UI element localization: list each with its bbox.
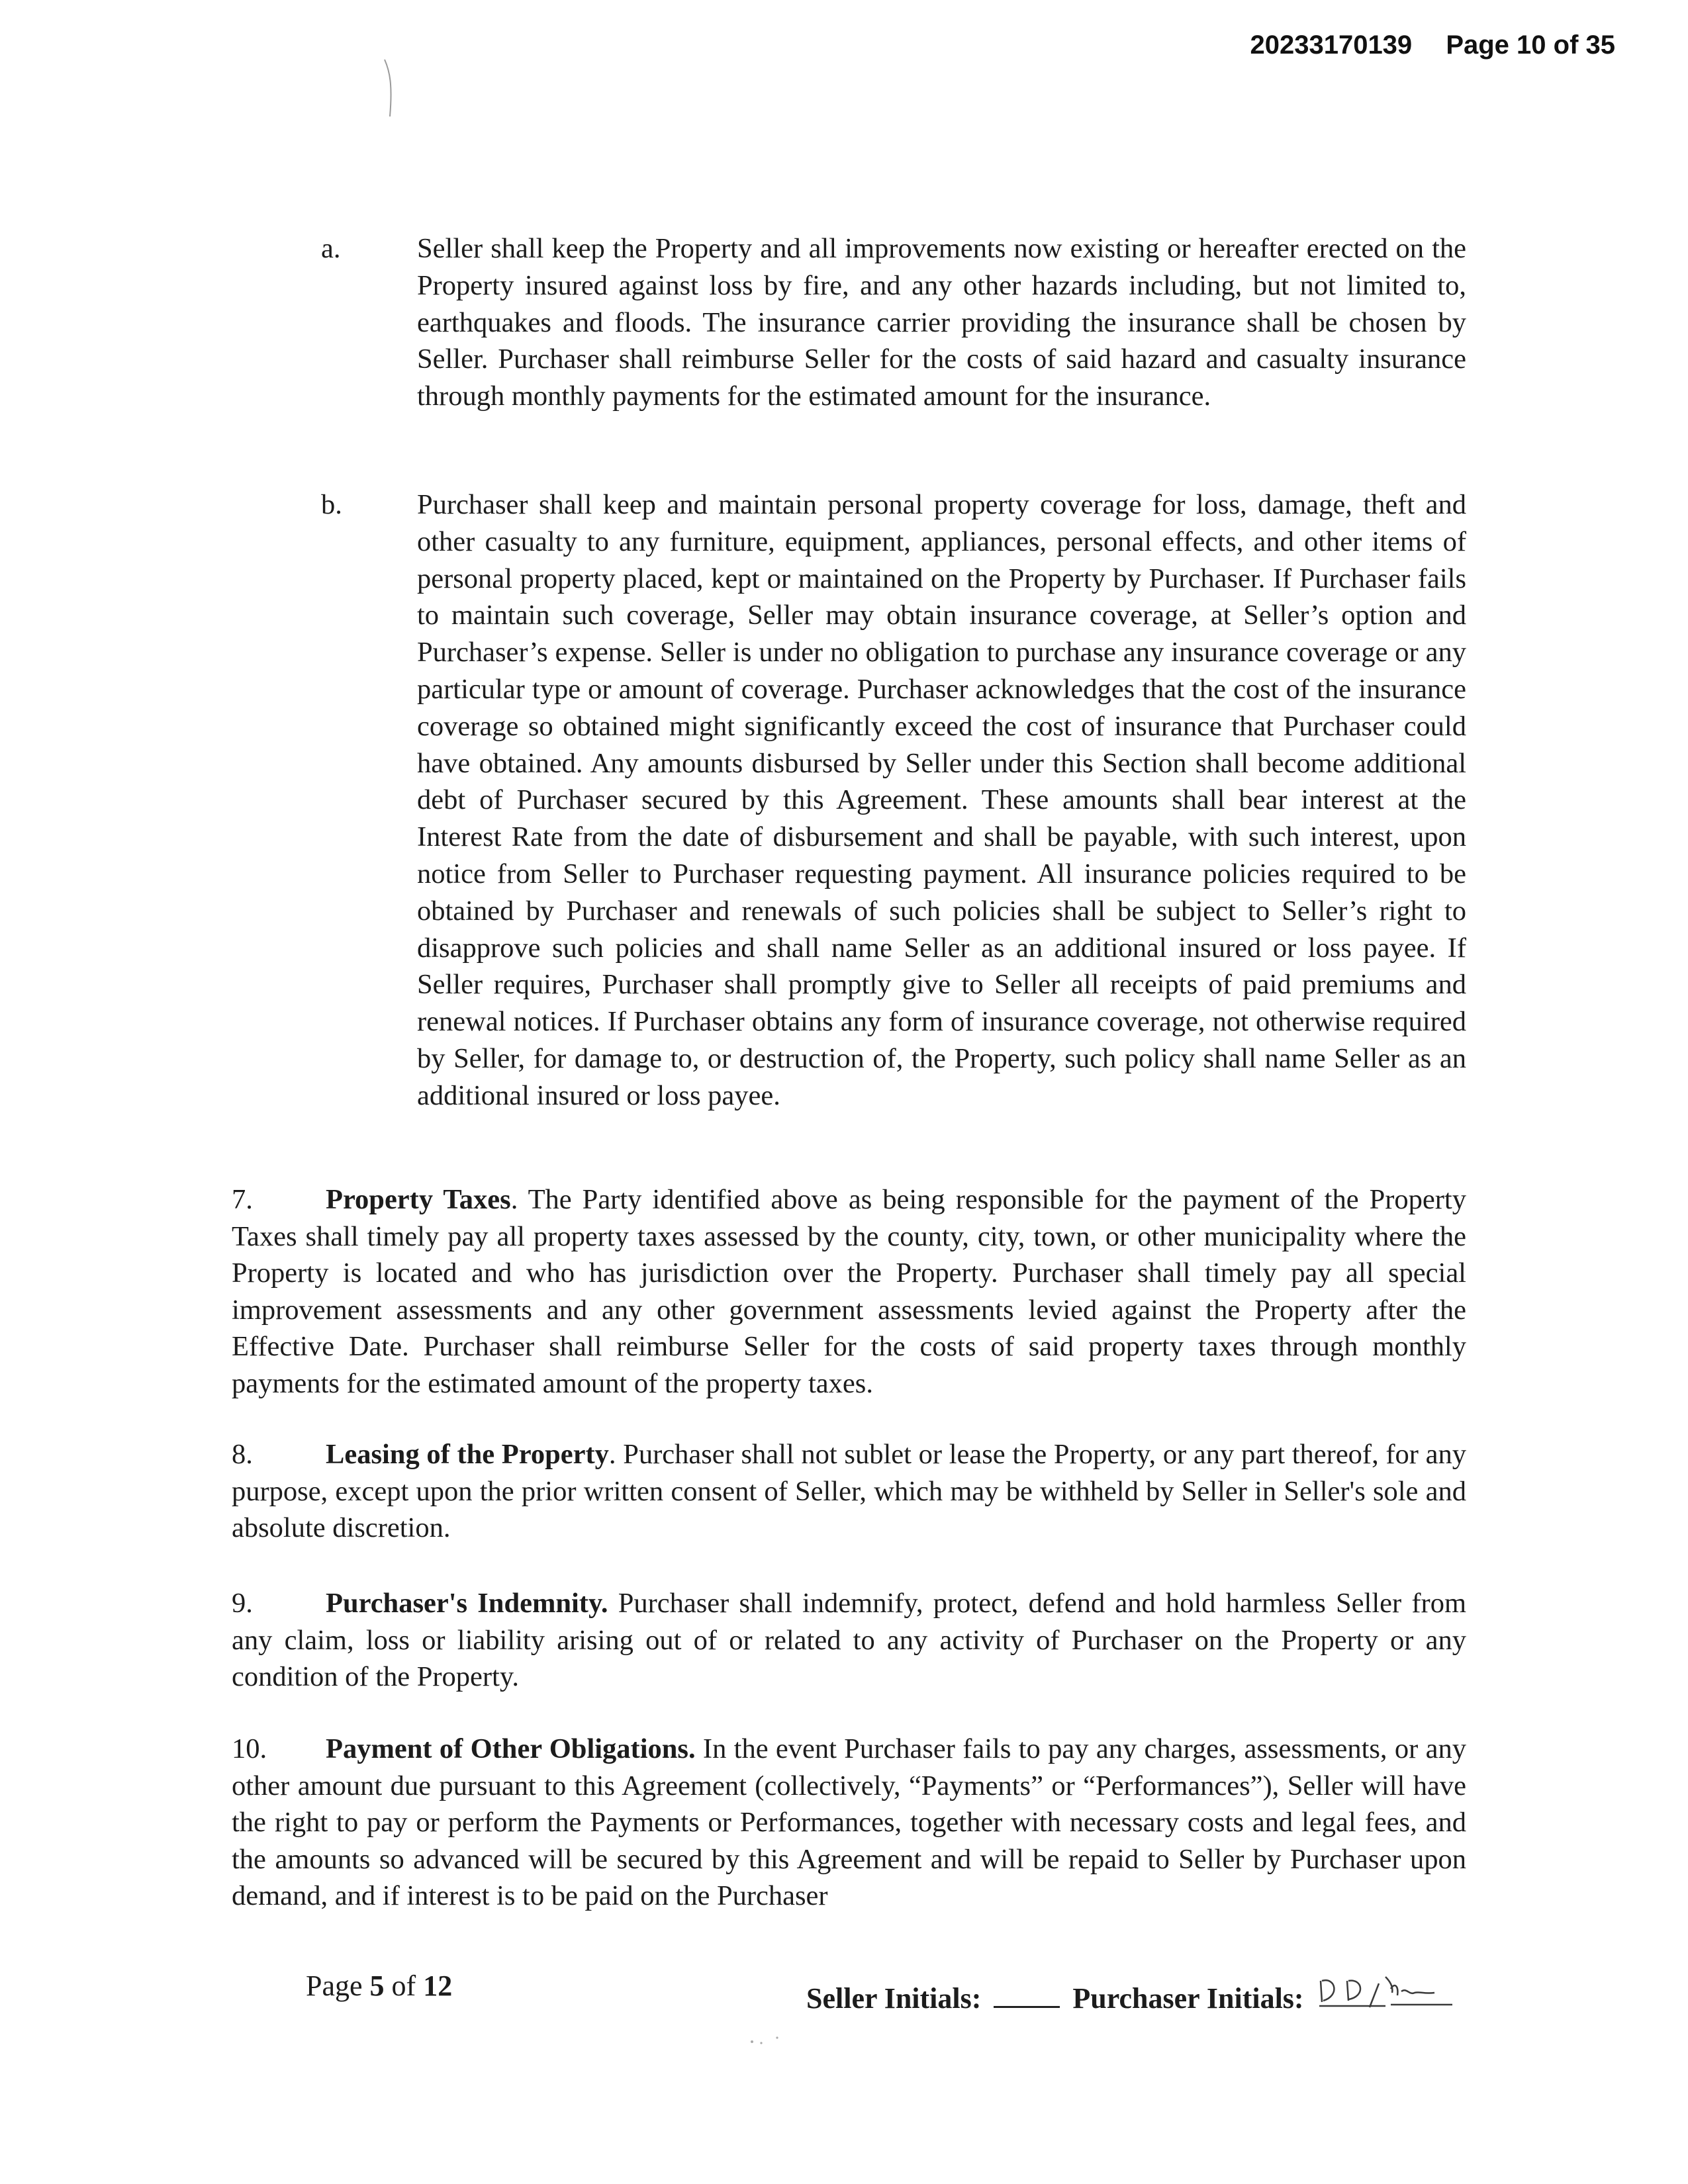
recording-stamp bbox=[1250, 30, 1615, 60]
section-7-property-taxes bbox=[232, 1181, 1466, 1402]
section-number: 10. bbox=[232, 1733, 267, 1764]
scan-mark bbox=[381, 58, 400, 118]
section-text: . Purchaser shall not sublet or lease the Property, or any part thereof, for any purpose, except upon the prior written consent of Seller, which may be withheld by Seller in Seller's sole and absolute discretion. bbox=[232, 1439, 1466, 1543]
subsection-letter: b. bbox=[321, 489, 342, 520]
section-number: 9. bbox=[232, 1588, 253, 1619]
section-text: In the event Purchaser fails to pay any charges, assessments, or any other amount due pursuant to this Agreement (collectively, “Payments” or “Performances”), Seller will have the right to pay or perform the Payments or Performances, together with necessary costs and legal fees, and the amounts so advanced will be secured by this Agreement and will be repaid to Seller by Purchaser upon demand, and if interest is to be paid on the Purchaser bbox=[232, 1733, 1466, 1911]
subsection-text: Seller shall keep the Property and all improvements now existing or hereafter erected on the Property insured against loss by fire, and any other hazards including, but not limited to, earthquakes and floods. The insurance carrier providing the insurance shall be chosen by Seller. Purchaser shall reimburse Seller for the costs of said hazard and casualty insurance through monthly payments for the estimated amount for the insurance. bbox=[417, 233, 1466, 412]
section-10-other-obligations bbox=[232, 1731, 1466, 1915]
subsection-a bbox=[321, 230, 1466, 415]
of-word: of bbox=[391, 1970, 416, 2002]
initials-block bbox=[806, 1969, 1456, 2015]
section-text: Purchaser shall indemnify, protect, defend and hold harmless Seller from any claim, loss or liability arising out of or related to any activity of Purchaser on the Property or any condition of the Property. bbox=[232, 1588, 1467, 1692]
section-heading: Payment of Other Obligations. bbox=[326, 1733, 696, 1764]
section-number: 8. bbox=[232, 1439, 253, 1470]
subsection-text: Purchaser shall keep and maintain personal property coverage for loss, damage, theft and other casualty to any furniture, equipment, appliances, personal effects, and other items of personal property placed, kept or maintained on the Property by Purchaser. If Purchaser fails to maintain such coverage, Seller may obtain insurance coverage, at Seller’s option and Purchaser’s expense. Seller is under no obligation to purchase any insurance coverage or any particular type or amount of coverage. Purchaser acknowledges that the cost of the insurance coverage so obtained might significantly exceed the cost of insurance that Purchaser could have obtained. Any amounts disbursed by Seller under this Section shall become additional debt of Purchaser secured by this Agreement. These amounts shall bear interest at the Interest Rate from the date of disbursement and shall be payable, with such interest, upon notice from Seller to Purchaser requesting payment. All insurance policies required to be obtained by Purchaser and renewals of such policies shall be subject to Seller’s right to disapprove such policies and shall name Seller as an additional insured or loss payee. If Seller requires, Purchaser shall promptly give to Seller all receipts of paid premiums and renewal notices. If Purchaser obtains any form of insurance coverage, not otherwise required by Seller, for damage to, or destruction of, the Property, such policy shall name Seller as an additional insured or loss payee. bbox=[417, 489, 1466, 1111]
page-word: Page bbox=[306, 1970, 363, 2002]
section-heading: Property Taxes bbox=[326, 1184, 511, 1215]
scan-dots bbox=[748, 2035, 788, 2048]
page-number: 5 bbox=[369, 1970, 385, 2002]
seller-initials-line bbox=[994, 1986, 1060, 2008]
subsection-letter: a. bbox=[321, 233, 341, 264]
section-heading: Purchaser's Indemnity. bbox=[326, 1588, 608, 1619]
page-total: 12 bbox=[423, 1970, 453, 2002]
section-text: . The Party identified above as being responsible for the payment of the Property Taxes shall timely pay all property taxes assessed by the county, city, town, or other municipality where the Property is located and who has jurisdiction over the Property. Purchaser shall timely pay all special improvement assessments and any other government assessments levied against the Property after the Effective Date. Purchaser shall reimburse Seller for the costs of said property taxes through monthly payments for the estimated amount of the property taxes. bbox=[232, 1184, 1466, 1399]
page-number-label bbox=[306, 1969, 452, 2003]
recording-number: 20233170139 bbox=[1250, 30, 1413, 60]
purchaser-initials-label: Purchaser Initials: bbox=[1072, 1982, 1304, 2015]
section-number: 7. bbox=[232, 1184, 253, 1215]
recording-page-label: Page 10 of 35 bbox=[1446, 30, 1615, 60]
seller-initials-label: Seller Initials: bbox=[806, 1982, 982, 2015]
section-8-leasing bbox=[232, 1436, 1466, 1547]
section-9-indemnity bbox=[232, 1585, 1466, 1696]
section-heading: Leasing of the Property bbox=[326, 1439, 609, 1470]
subsection-b bbox=[321, 486, 1466, 1115]
purchaser-initials-signature bbox=[1317, 1969, 1456, 2015]
